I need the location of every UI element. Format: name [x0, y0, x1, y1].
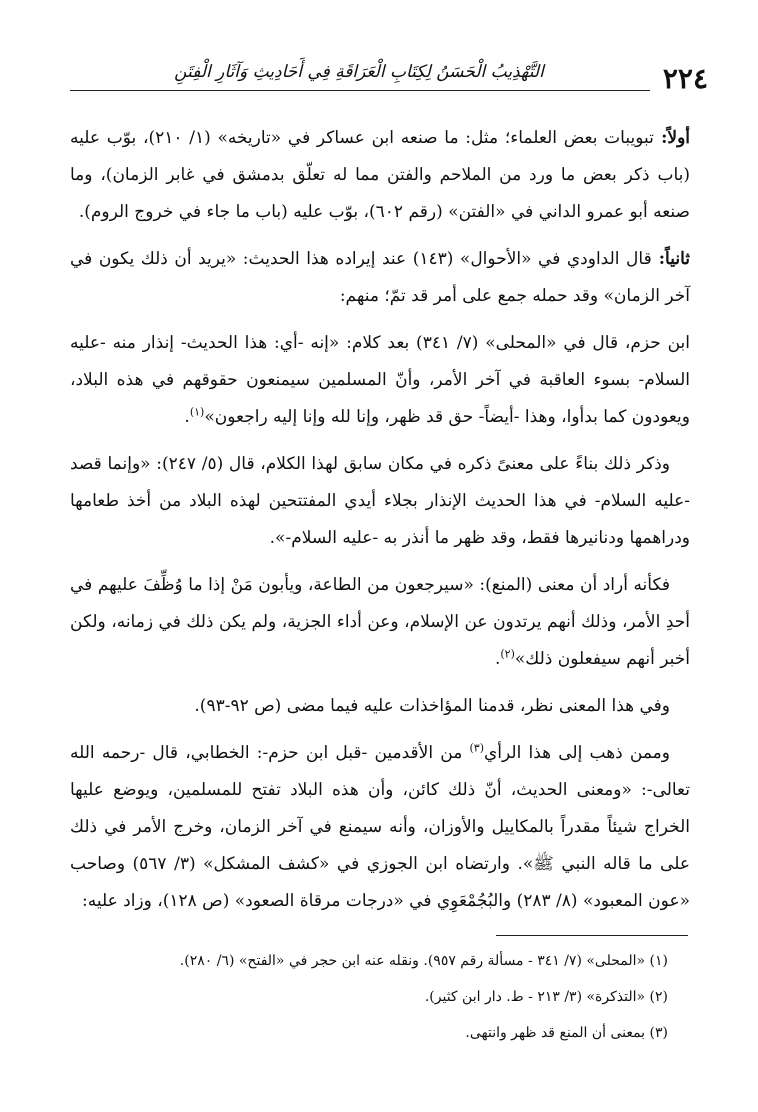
paragraph-tail: من الأقدمين -قبل ابن حزم-: الخطابي، قال -رحمه الله تعالى-: «ومعنى الحديث، أنّ ذلك كائن، وأن هذه البلاد تفتح للمسلمين، ويوضع عليها الخراج شيئاً مقدراً بالمكاييل والأوزان، وأنه سيمنع في آخر الزمان، وخرج الأمر في ذلك على ما قاله النبي ﷺ». وارتضاه ابن الجوزي في «كشف المشكل» (٣/ ٥٦٧) وصاحب «عون المعبود» (٨/ ٢٨٣) والبُجُمْعَوِي في «درجات مرقاة الصعود» (ص ١٢٨)، وزاد عليه: [70, 743, 690, 911]
paragraph-meaning-of-man [70, 567, 690, 678]
footnote-ref-3[interactable]: (٣) [469, 741, 484, 755]
paragraph-tail: . [494, 649, 501, 669]
paragraph-earlier-meaning [70, 446, 690, 557]
footnote-2: (٢) «التذكرة» (٣/ ٢١٣ - ط. دار ابن كثير). [424, 989, 668, 1005]
paragraph-text: وذكر ذلك بناءً على معنىً ذكره في مكان سابق لهذا الكلام، قال (٥/ ٢٤٧): «وإنما قصد -عليه السلام- في هذا الحديث الإنذار بجلاء أيدي المفتتحين لهذه البلاد من أخذ طعامها ودراهمها ودنانيرها فقط، وقد ظهر ما أنذر به -عليه السلام-». [70, 454, 690, 548]
footnote-ref-1[interactable]: (١) [189, 405, 205, 419]
paragraph-text: ابن حزم، قال في «المحلى» (٧/ ٣٤١) بعد كلام: «إنه -أي: هذا الحديث- إنذار منه -عليه السلام- بسوء العاقبة في آخر الأمر، وأنّ المسلمين سيمنعون حقوقهم في هذه البلاد، ويعودون كما بدأوا، وهذا -أيضاً- حق قد ظهر، وإنا لله وإنا إليه راجعون» [70, 333, 690, 427]
footnote-separator [496, 935, 688, 936]
paragraph-objection [70, 688, 690, 725]
paragraph-tail: . [184, 407, 190, 427]
page-header [70, 56, 708, 96]
footnote-ref-2[interactable]: (٢) [500, 647, 515, 661]
paragraph-lead: أولاً: [653, 128, 691, 148]
paragraph-second [70, 241, 690, 315]
paragraph-text: تبويبات بعض العلماء؛ مثل: ما صنعه ابن عساكر في «تاريخه» (١/ ٢١٠)، بوّب عليه (باب ذكر بعض ما ورد من الملاحم والفتن مما له تعلّق بدمشق في غابر الزمان)، وما صنعه أبو عمرو الداني في «الفتن» (رقم ٦٠٢)، بوّب عليه (باب ما جاء في خروج الروم). [70, 128, 690, 222]
header-rule [70, 90, 650, 91]
footnote-1: (١) «المحلى» (٧/ ٣٤١ - مسألة رقم ٩٥٧). ونقله عنه ابن حجر في «الفتح» (٦/ ٢٨٠). [179, 953, 668, 969]
paragraph-first [70, 120, 690, 231]
paragraph-khattabi [70, 735, 690, 920]
footnotes [80, 950, 668, 1058]
paragraph-text: وممن ذهب إلى هذا الرأي [484, 743, 670, 763]
running-title: التَّهْذِيبُ الْحَسَنُ لِكِتَابِ الْعَرَاقَةِ فِي أَحَادِيثِ وَآثَارِ الْفِتَنِ [174, 62, 544, 82]
paragraph-ibn-hazm [70, 325, 690, 436]
paragraph-text: قال الداودي في «الأحوال» (١٤٣) عند إيراده هذا الحديث: «يريد أن ذلك يكون في آخر الزمان» وقد حمله جمع على أمر قد تمّ؛ منهم: [70, 249, 690, 306]
paragraph-text: فكأنه أراد أن معنى (المنع): «سيرجعون من الطاعة، ويأبون مَنْ إذا ما وُظِّفَ عليهم في أحدِ الأمر، وذلك أنهم يرتدون عن الإسلام، وعن أداء الجزية، ولم يكن ذلك في زمانه، ولكن أخبر أنهم سيفعلون ذلك» [70, 575, 690, 669]
page-number: ٢٢٤ [662, 62, 708, 95]
paragraph-lead: ثانياً: [651, 249, 690, 269]
main-text [70, 120, 690, 930]
footnote-3: (٣) بمعنى أن المنع قد ظهر وانتهى. [465, 1025, 668, 1041]
paragraph-text: وفي هذا المعنى نظر، قدمنا المؤاخذات عليه فيما مضى (ص ٩٢-٩٣). [194, 696, 670, 716]
